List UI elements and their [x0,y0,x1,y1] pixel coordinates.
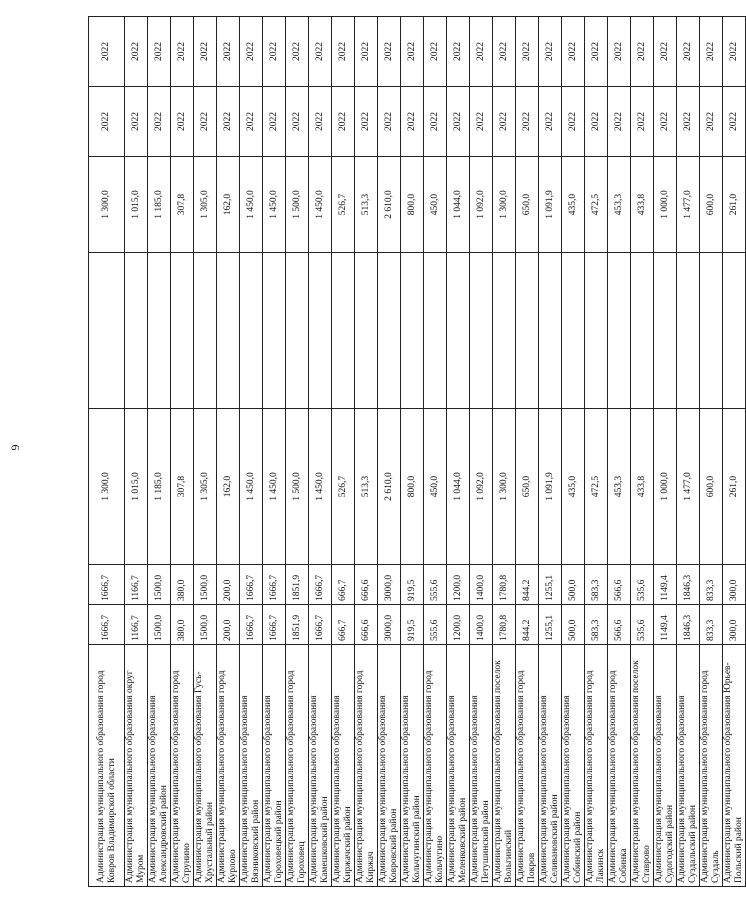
amount-cell-1: 513,3 [355,409,378,565]
empty-cell [217,253,240,409]
value-cell-2: 500,0 [562,565,585,605]
amount-cell-1: 1 305,0 [194,409,217,565]
amount-cell-2: 513,3 [355,157,378,253]
value-cell-2: 833,3 [700,565,723,605]
value-cell-2: 666,7 [332,565,355,605]
table-row [424,17,447,887]
value-cell-2: 1780,8 [493,565,516,605]
amount-cell-2: 1 092,0 [470,157,493,253]
empty-cell [171,253,194,409]
year-cell-1: 2022 [401,87,424,157]
amount-cell-2: 1 477,0 [677,157,700,253]
organization-name-cell: Администрация муниципального образования Киржачский район [332,645,355,887]
year-cell-1: 2022 [263,87,286,157]
table-row [125,17,148,887]
year-cell-1: 2022 [378,87,401,157]
amount-cell-1: 650,0 [516,409,539,565]
empty-cell [562,253,585,409]
empty-cell [148,253,171,409]
value-cell-2: 1666,7 [309,565,332,605]
organization-name-cell: Администрация муниципального образования Петушинский район [470,645,493,887]
year-cell-1: 2022 [539,87,562,157]
amount-cell-1: 1 500,0 [286,409,309,565]
organization-name-cell: Администрация муниципального образования Судогодский район [654,645,677,887]
value-cell-2: 1851,9 [286,565,309,605]
year-cell-2: 2022 [263,17,286,87]
value-cell-1: 1255,1 [539,605,562,645]
year-cell-1: 2022 [493,87,516,157]
value-cell-2: 380,0 [171,565,194,605]
amount-cell-1: 1 450,0 [263,409,286,565]
value-cell-2: 1666,7 [240,565,263,605]
amount-cell-2: 1 000,0 [654,157,677,253]
year-cell-1: 2022 [194,87,217,157]
value-cell-1: 200,0 [217,605,240,645]
empty-cell [447,253,470,409]
year-cell-2: 2022 [355,17,378,87]
value-cell-1: 1500,0 [148,605,171,645]
organization-name-cell: Администрация муниципального образования Ковровский район [378,645,401,887]
amount-cell-1: 1 300,0 [89,409,125,565]
year-cell-2: 2022 [125,17,148,87]
amount-cell-2: 1 450,0 [309,157,332,253]
year-cell-1: 2022 [516,87,539,157]
amount-cell-2: 1 450,0 [263,157,286,253]
table-row [608,17,631,887]
amount-cell-1: 433,8 [631,409,654,565]
value-cell-1: 666,6 [355,605,378,645]
year-cell-2: 2022 [286,17,309,87]
amount-cell-1: 1 015,0 [125,409,148,565]
empty-cell [355,253,378,409]
year-cell-1: 2022 [217,87,240,157]
year-cell-1: 2022 [424,87,447,157]
organization-name-cell: Администрация муниципального образования Вязниковский район [240,645,263,887]
year-cell-2: 2022 [378,17,401,87]
empty-cell [309,253,332,409]
amount-cell-1: 1 185,0 [148,409,171,565]
year-cell-1: 2022 [447,87,470,157]
amount-cell-1: 450,0 [424,409,447,565]
organization-name-cell: Администрация муниципального образования поселок Ставрово [631,645,654,887]
amount-cell-2: 650,0 [516,157,539,253]
amount-cell-1: 526,7 [332,409,355,565]
empty-cell [608,253,631,409]
organization-name-cell: Администрация муниципального образования Меленковский район [447,645,470,887]
value-cell-1: 1666,7 [263,605,286,645]
empty-cell [424,253,447,409]
year-cell-2: 2022 [677,17,700,87]
amount-cell-2: 450,0 [424,157,447,253]
table-row [516,17,539,887]
year-cell-1: 2022 [332,87,355,157]
empty-cell [585,253,608,409]
amount-cell-1: 600,0 [700,409,723,565]
organization-name-cell: Администрация муниципального образования город Струнино [171,645,194,887]
table-row [447,17,470,887]
year-cell-1: 2022 [700,87,723,157]
value-cell-1: 1780,8 [493,605,516,645]
organization-name-cell: Администрация муниципального образования город Ковров Владимирской области [89,645,125,887]
empty-cell [240,253,263,409]
year-cell-1: 2022 [240,87,263,157]
amount-cell-2: 261,0 [723,157,746,253]
organization-name-cell: Администрация муниципального образования город Лакинск [585,645,608,887]
value-cell-1: 583,3 [585,605,608,645]
value-cell-1: 535,6 [631,605,654,645]
value-cell-2: 1255,1 [539,565,562,605]
amount-cell-2: 1 185,0 [148,157,171,253]
organization-name-cell: Администрация муниципального образования округ Муром [125,645,148,887]
amount-cell-1: 1 091,9 [539,409,562,565]
organization-name-cell: Администрация муниципального образования Гороховецкий район [263,645,286,887]
empty-cell [378,253,401,409]
organization-name-cell: Администрация муниципального образования Кольчугинский район [401,645,424,887]
year-cell-1: 2022 [355,87,378,157]
year-cell-1: 2022 [631,87,654,157]
value-cell-2: 1166,7 [125,565,148,605]
year-cell-2: 2022 [539,17,562,87]
year-cell-1: 2022 [171,87,194,157]
year-cell-1: 2022 [585,87,608,157]
organization-name-cell: Администрация муниципального образования город Суздаль [700,645,723,887]
amount-cell-2: 162,0 [217,157,240,253]
table-row [263,17,286,887]
amount-cell-1: 800,0 [401,409,424,565]
organization-name-cell: Администрация муниципального образования город Собинка [608,645,631,887]
table-row [585,17,608,887]
value-cell-2: 1500,0 [148,565,171,605]
value-cell-1: 380,0 [171,605,194,645]
amount-cell-2: 526,7 [332,157,355,253]
year-cell-2: 2022 [148,17,171,87]
table-row [700,17,723,887]
table-row [723,17,746,887]
value-cell-2: 1149,4 [654,565,677,605]
value-cell-2: 200,0 [217,565,240,605]
empty-cell [332,253,355,409]
amount-cell-1: 162,0 [217,409,240,565]
organization-name-cell: Администрация муниципального образования Александровский район [148,645,171,887]
empty-cell [194,253,217,409]
value-cell-1: 666,7 [332,605,355,645]
organization-name-cell: Администрация муниципального образования Собинский район [562,645,585,887]
year-cell-1: 2022 [89,87,125,157]
empty-cell [493,253,516,409]
table-body [89,17,746,887]
organization-name-cell: Администрация муниципального образования город Кольчугино [424,645,447,887]
organization-name-cell: Администрация муниципального образования город Киржач [355,645,378,887]
year-cell-2: 2022 [608,17,631,87]
table-row [332,17,355,887]
empty-cell [89,253,125,409]
value-cell-2: 1666,7 [263,565,286,605]
table-row [631,17,654,887]
amount-cell-2: 1 091,9 [539,157,562,253]
year-cell-1: 2022 [286,87,309,157]
year-cell-1: 2022 [125,87,148,157]
organization-name-cell: Администрация муниципального образования город Гороховец [286,645,309,887]
amount-cell-2: 1 450,0 [240,157,263,253]
amount-cell-1: 2 610,0 [378,409,401,565]
value-cell-1: 566,6 [608,605,631,645]
empty-cell [677,253,700,409]
empty-cell [631,253,654,409]
value-cell-2: 1400,0 [470,565,493,605]
table-row [562,17,585,887]
value-cell-2: 3000,0 [378,565,401,605]
year-cell-1: 2022 [309,87,332,157]
table-row [539,17,562,887]
organization-name-cell: Администрация муниципального образования Гусь-Хрустальный район [194,645,217,887]
value-cell-1: 833,3 [700,605,723,645]
year-cell-2: 2022 [516,17,539,87]
value-cell-2: 566,6 [608,565,631,605]
table-row [401,17,424,887]
value-cell-1: 844,2 [516,605,539,645]
empty-cell [700,253,723,409]
table-row [89,17,125,887]
value-cell-1: 500,0 [562,605,585,645]
year-cell-2: 2022 [194,17,217,87]
year-cell-2: 2022 [89,17,125,87]
table-row [355,17,378,887]
year-cell-1: 2022 [654,87,677,157]
table-row [217,17,240,887]
organization-name-cell: Администрация муниципального образования поселок Вольгинский [493,645,516,887]
year-cell-2: 2022 [585,17,608,87]
amount-cell-2: 472,5 [585,157,608,253]
year-cell-2: 2022 [401,17,424,87]
amount-cell-1: 1 044,0 [447,409,470,565]
year-cell-1: 2022 [562,87,585,157]
table-row [240,17,263,887]
amount-cell-1: 435,0 [562,409,585,565]
year-cell-2: 2022 [309,17,332,87]
table-row [378,17,401,887]
organization-name-cell: Администрация муниципального образования город Курлово [217,645,240,887]
table-row [148,17,171,887]
value-cell-1: 919,5 [401,605,424,645]
amount-cell-1: 307,8 [171,409,194,565]
year-cell-2: 2022 [470,17,493,87]
amount-cell-1: 453,3 [608,409,631,565]
empty-cell [263,253,286,409]
year-cell-2: 2022 [240,17,263,87]
amount-cell-2: 2 610,0 [378,157,401,253]
amount-cell-2: 1 015,0 [125,157,148,253]
amount-cell-1: 1 450,0 [240,409,263,565]
value-cell-2: 555,6 [424,565,447,605]
year-cell-1: 2022 [723,87,746,157]
amount-cell-2: 800,0 [401,157,424,253]
rotated-table-wrapper [88,17,744,887]
year-cell-1: 2022 [470,87,493,157]
value-cell-2: 1500,0 [194,565,217,605]
value-cell-2: 1200,0 [447,565,470,605]
empty-cell [539,253,562,409]
year-cell-2: 2022 [723,17,746,87]
empty-cell [286,253,309,409]
empty-cell [125,253,148,409]
table-row [654,17,677,887]
year-cell-1: 2022 [677,87,700,157]
value-cell-2: 919,5 [401,565,424,605]
amount-cell-1: 1 300,0 [493,409,516,565]
value-cell-1: 1149,4 [654,605,677,645]
value-cell-1: 1400,0 [470,605,493,645]
value-cell-1: 1166,7 [125,605,148,645]
empty-cell [470,253,493,409]
amount-cell-1: 1 092,0 [470,409,493,565]
value-cell-2: 844,2 [516,565,539,605]
table-row [194,17,217,887]
year-cell-2: 2022 [332,17,355,87]
amount-cell-2: 600,0 [700,157,723,253]
year-cell-2: 2022 [447,17,470,87]
year-cell-2: 2022 [562,17,585,87]
value-cell-1: 1666,7 [309,605,332,645]
amount-cell-1: 1 450,0 [309,409,332,565]
page-number: 6 [8,444,23,451]
amount-cell-2: 435,0 [562,157,585,253]
organization-name-cell: Администрация муниципального образования Суздальский район [677,645,700,887]
amount-cell-2: 1 300,0 [89,157,125,253]
amount-cell-2: 1 305,0 [194,157,217,253]
table-row [493,17,516,887]
amount-cell-2: 453,3 [608,157,631,253]
value-cell-2: 535,6 [631,565,654,605]
value-cell-2: 300,0 [723,565,746,605]
table-row [171,17,194,887]
amount-cell-2: 1 300,0 [493,157,516,253]
value-cell-1: 1666,7 [89,605,125,645]
value-cell-2: 1846,3 [677,565,700,605]
year-cell-1: 2022 [608,87,631,157]
amount-cell-1: 472,5 [585,409,608,565]
amount-cell-1: 1 000,0 [654,409,677,565]
year-cell-2: 2022 [493,17,516,87]
organization-name-cell: Администрация муниципального образования Юрьев-Польский район [723,645,746,887]
value-cell-2: 1666,7 [89,565,125,605]
value-cell-1: 3000,0 [378,605,401,645]
amount-cell-2: 307,8 [171,157,194,253]
value-cell-2: 666,6 [355,565,378,605]
year-cell-2: 2022 [171,17,194,87]
amount-cell-1: 261,0 [723,409,746,565]
amount-cell-1: 1 477,0 [677,409,700,565]
year-cell-1: 2022 [148,87,171,157]
table-row [470,17,493,887]
empty-cell [401,253,424,409]
empty-cell [723,253,746,409]
amount-cell-2: 433,8 [631,157,654,253]
value-cell-1: 1846,3 [677,605,700,645]
amount-cell-2: 1 044,0 [447,157,470,253]
year-cell-2: 2022 [631,17,654,87]
value-cell-1: 1200,0 [447,605,470,645]
value-cell-1: 1500,0 [194,605,217,645]
empty-cell [654,253,677,409]
year-cell-2: 2022 [700,17,723,87]
year-cell-2: 2022 [217,17,240,87]
year-cell-2: 2022 [424,17,447,87]
table-row [677,17,700,887]
year-cell-2: 2022 [654,17,677,87]
value-cell-1: 1851,9 [286,605,309,645]
table-row [309,17,332,887]
value-cell-1: 555,6 [424,605,447,645]
value-cell-2: 583,3 [585,565,608,605]
organization-name-cell: Администрация муниципального образования Селивановский район [539,645,562,887]
budget-table [88,16,746,887]
empty-cell [516,253,539,409]
table-row [286,17,309,887]
value-cell-1: 1666,7 [240,605,263,645]
organization-name-cell: Администрация муниципального образования Камешковский район [309,645,332,887]
amount-cell-2: 1 500,0 [286,157,309,253]
value-cell-1: 300,0 [723,605,746,645]
organization-name-cell: Администрация муниципального образования город Покров [516,645,539,887]
